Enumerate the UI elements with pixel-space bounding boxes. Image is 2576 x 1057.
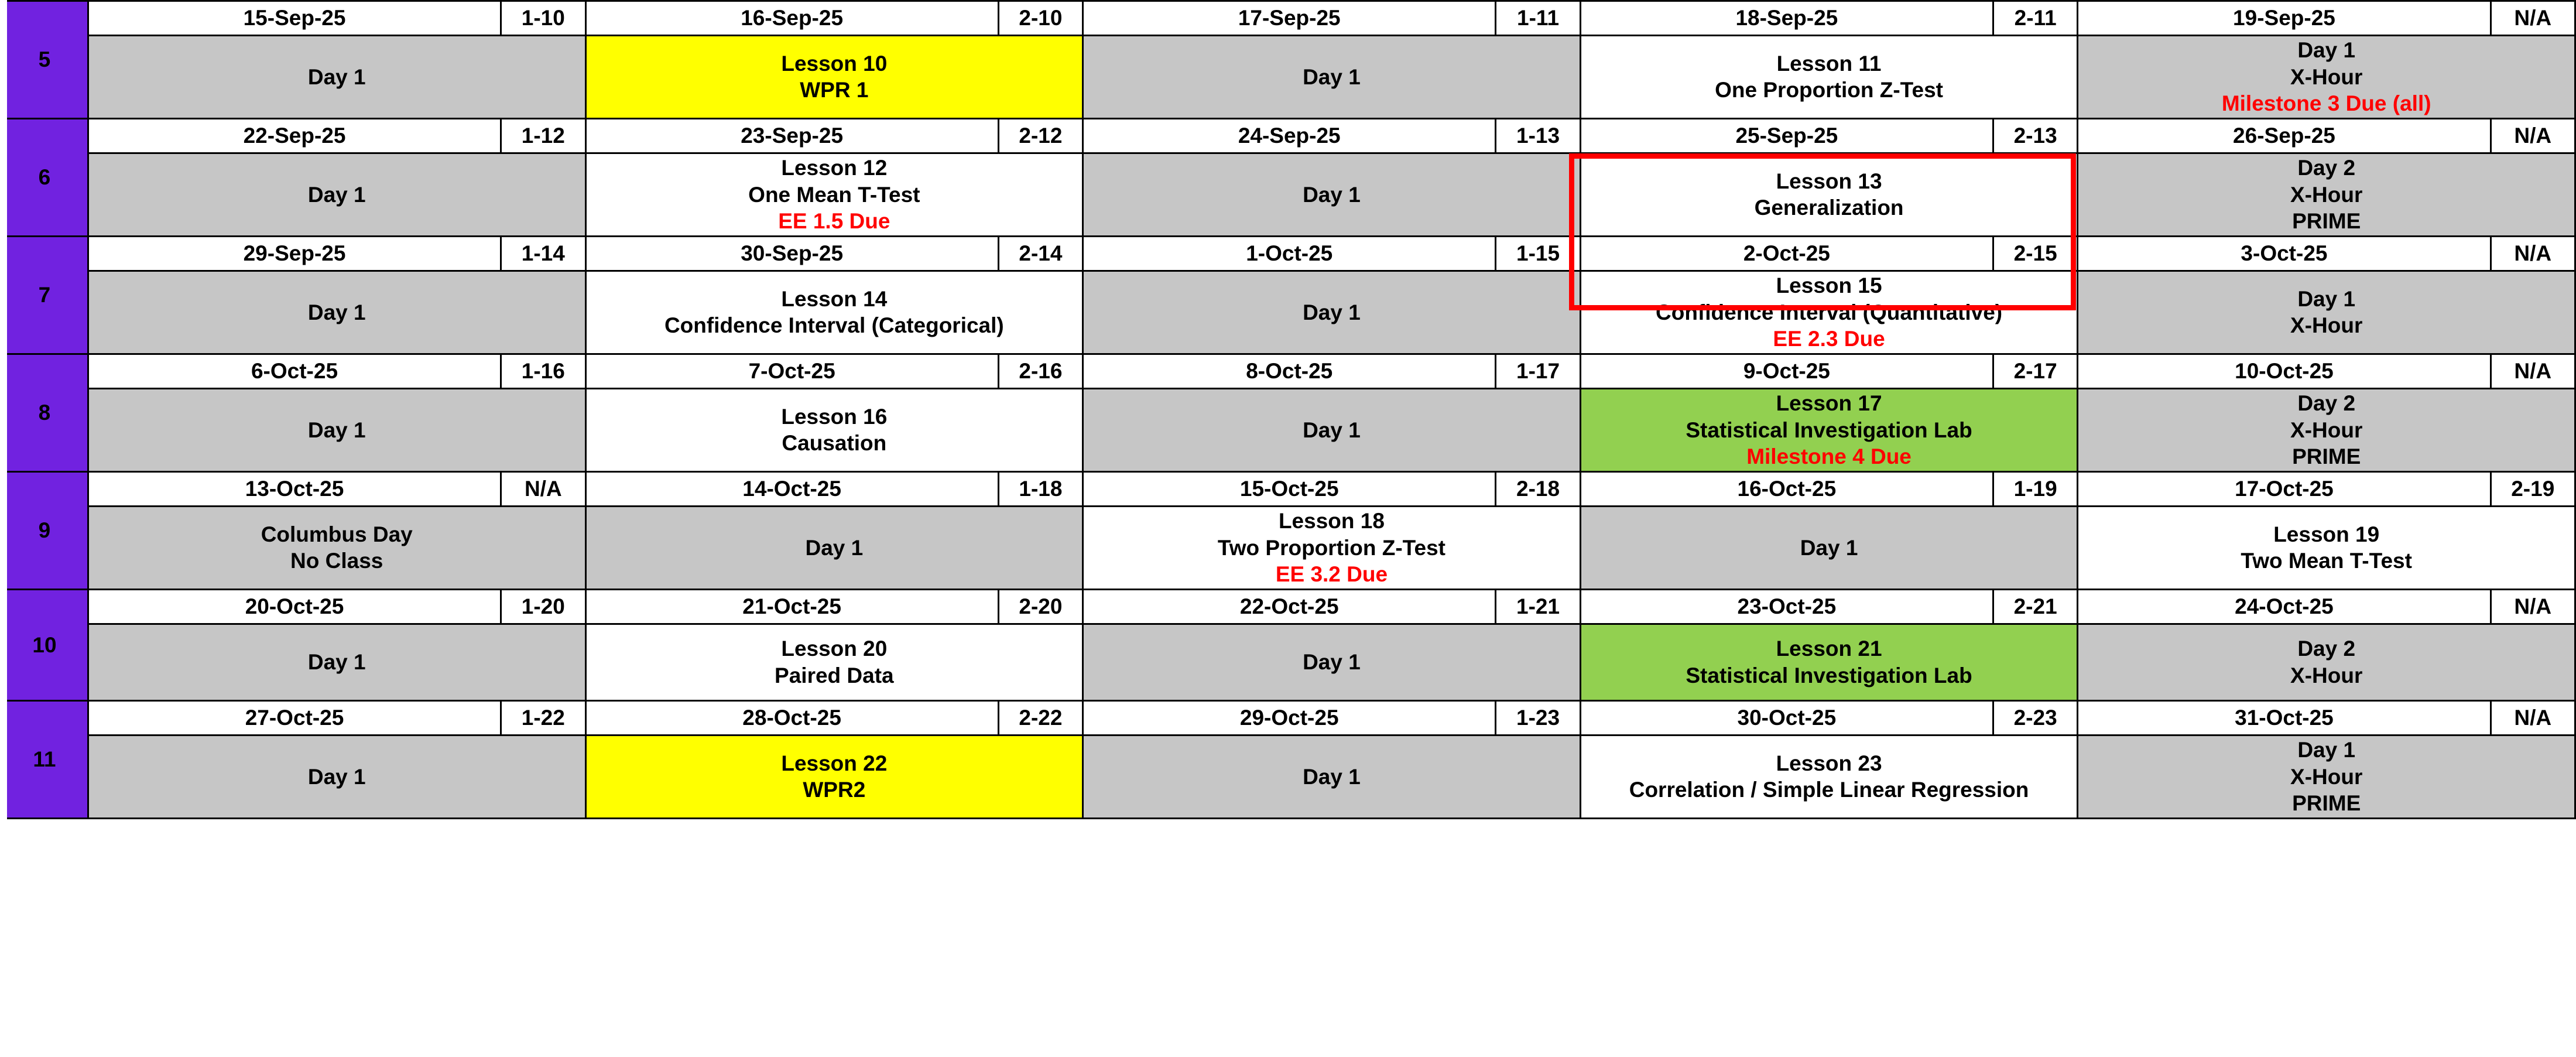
date-cell: 19-Sep-25 [2078, 1, 2491, 36]
date-cell: 16-Oct-25 [1580, 471, 1993, 506]
week-number-cell: 5 [1, 1, 88, 119]
date-cell: 31-Oct-25 [2078, 700, 2491, 735]
cell-lines [2078, 389, 2574, 471]
cell-lines [587, 50, 1083, 104]
schedule-row-content [1, 624, 2575, 700]
cell-line: Lesson 11 [1776, 51, 1882, 76]
cell-lines [1581, 389, 2077, 471]
cell-line: Lesson 19 [2273, 522, 2380, 546]
cell-line: Generalization [1754, 196, 1904, 220]
due-note: Milestone 3 Due (all) [2221, 91, 2431, 116]
lesson-number-cell: 2-10 [998, 1, 1083, 36]
cell-lines [89, 648, 585, 676]
lesson-number-cell: 1-21 [1496, 589, 1580, 624]
date-cell: 15-Sep-25 [88, 1, 501, 36]
cell-line: Day 1 [307, 418, 366, 442]
cell-lines [1084, 63, 1580, 91]
due-note: EE 2.3 Due [1773, 327, 1885, 351]
week-number-cell: 6 [1, 118, 88, 236]
date-cell: 22-Oct-25 [1083, 589, 1496, 624]
week-number-cell: 8 [1, 354, 88, 471]
cell-line: Statistical Investigation Lab [1686, 663, 1972, 687]
cell-line: Day 2 [2297, 155, 2356, 180]
schedule-cell[interactable] [2078, 506, 2575, 589]
cell-line: Day 1 [307, 650, 366, 675]
lesson-number-cell: 1-12 [501, 118, 585, 153]
date-cell: 14-Oct-25 [585, 471, 998, 506]
cell-line: Day 2 [2297, 391, 2356, 415]
lesson-number-cell: N/A [2491, 236, 2575, 271]
schedule-cell[interactable] [1083, 388, 1581, 471]
cell-line: Correlation / Simple Linear Regression [1629, 778, 2029, 802]
cell-line: X-Hour [2290, 663, 2363, 687]
schedule-cell[interactable] [88, 36, 585, 119]
lesson-number-cell: 2-18 [1496, 471, 1580, 506]
cell-line: Day 1 [1303, 300, 1361, 324]
lesson-number-cell: 2-20 [998, 589, 1083, 624]
cell-line: Day 1 [2297, 286, 2356, 311]
schedule-cell[interactable] [88, 271, 585, 354]
cell-line: Lesson 10 [781, 51, 888, 76]
cell-line: Day 1 [1303, 418, 1361, 442]
lesson-number-cell: 2-23 [1993, 700, 2077, 735]
schedule-cell[interactable] [2078, 271, 2575, 354]
cell-line: One Mean T-Test [748, 182, 920, 207]
date-cell: 2-Oct-25 [1580, 236, 1993, 271]
cell-lines [2078, 36, 2574, 118]
date-cell: 27-Oct-25 [88, 700, 501, 735]
lesson-number-cell: 1-22 [501, 700, 585, 735]
cell-lines [587, 403, 1083, 457]
cell-line: Lesson 22 [781, 751, 888, 775]
lesson-number-cell: 1-15 [1496, 236, 1580, 271]
schedule-cell[interactable] [1580, 36, 2078, 119]
schedule-cell[interactable] [585, 271, 1083, 354]
lesson-number-cell: 2-17 [1993, 354, 2077, 388]
schedule-row-content [1, 36, 2575, 119]
schedule-cell[interactable] [2078, 36, 2575, 119]
cell-line: Lesson 15 [1776, 273, 1882, 297]
cell-lines [2078, 521, 2574, 575]
schedule-row-content [1, 735, 2575, 818]
cell-line: Statistical Investigation Lab [1686, 418, 1972, 442]
schedule-cell[interactable] [88, 506, 585, 589]
schedule-row-dates [1, 471, 2575, 506]
cell-lines [587, 534, 1083, 562]
sheet-left-margin [0, 0, 7, 1057]
schedule-cell[interactable] [1580, 388, 2078, 471]
date-cell: 6-Oct-25 [88, 354, 501, 388]
lesson-number-cell: N/A [2491, 589, 2575, 624]
schedule-cell[interactable] [1580, 153, 2078, 236]
schedule-cell[interactable] [585, 153, 1083, 236]
schedule-cell[interactable] [1580, 271, 2078, 354]
cell-line: Causation [782, 431, 887, 456]
schedule-cell[interactable] [88, 624, 585, 700]
schedule-cell[interactable] [1580, 735, 2078, 818]
cell-line: PRIME [2292, 209, 2361, 234]
schedule-cell[interactable] [585, 506, 1083, 589]
cell-line: One Proportion Z-Test [1715, 78, 1943, 102]
lesson-number-cell: 1-17 [1496, 354, 1580, 388]
cell-lines [2078, 154, 2574, 235]
date-cell: 30-Oct-25 [1580, 700, 1993, 735]
cell-lines [89, 763, 585, 791]
cell-lines [1581, 50, 2077, 104]
cell-line: WPR 1 [800, 78, 869, 102]
schedule-cell[interactable] [1083, 153, 1581, 236]
cell-line: Lesson 13 [1776, 169, 1882, 193]
lesson-number-cell: N/A [2491, 354, 2575, 388]
schedule-cell[interactable] [1580, 624, 2078, 700]
cell-line: Lesson 18 [1278, 508, 1385, 533]
lesson-number-cell: 1-10 [501, 1, 585, 36]
lesson-number-cell: 2-15 [1993, 236, 2077, 271]
lesson-number-cell: 1-18 [998, 471, 1083, 506]
schedule-row-content [1, 271, 2575, 354]
cell-lines [89, 63, 585, 91]
lesson-number-cell: 2-12 [998, 118, 1083, 153]
cell-lines [1581, 750, 2077, 804]
date-cell: 25-Sep-25 [1580, 118, 1993, 153]
date-cell: 24-Oct-25 [2078, 589, 2491, 624]
date-cell: 17-Oct-25 [2078, 471, 2491, 506]
cell-line: X-Hour [2290, 64, 2363, 89]
cell-lines [1084, 648, 1580, 676]
week-number-cell: 7 [1, 236, 88, 354]
cell-lines [587, 285, 1083, 340]
cell-lines [2078, 635, 2574, 689]
schedule-row-content [1, 153, 2575, 236]
date-cell: 13-Oct-25 [88, 471, 501, 506]
cell-lines [89, 521, 585, 575]
cell-line: Lesson 21 [1776, 637, 1882, 661]
date-cell: 20-Oct-25 [88, 589, 501, 624]
lesson-number-cell: 2-13 [1993, 118, 2077, 153]
cell-line: Day 1 [307, 64, 366, 89]
lesson-number-cell: N/A [2491, 118, 2575, 153]
schedule-row-dates [1, 236, 2575, 271]
schedule-cell[interactable] [88, 153, 585, 236]
date-cell: 28-Oct-25 [585, 700, 998, 735]
cell-lines [89, 299, 585, 327]
cell-line: Day 1 [1303, 182, 1361, 207]
cell-lines [89, 416, 585, 444]
lesson-number-cell: 1-11 [1496, 1, 1580, 36]
week-number-cell: 11 [1, 700, 88, 818]
cell-line: Day 1 [307, 300, 366, 324]
cell-lines [587, 750, 1083, 804]
cell-lines [1084, 507, 1580, 589]
due-note: EE 1.5 Due [778, 209, 890, 234]
schedule-row-dates [1, 118, 2575, 153]
schedule-row-content [1, 388, 2575, 471]
cell-line: X-Hour [2290, 182, 2363, 207]
cell-line: X-Hour [2290, 764, 2363, 789]
week-number-cell: 10 [1, 589, 88, 700]
cell-line: PRIME [2292, 444, 2361, 469]
schedule-row-dates [1, 589, 2575, 624]
schedule-cell[interactable] [585, 624, 1083, 700]
schedule-cell[interactable] [1580, 506, 2078, 589]
cell-line: Day 2 [2297, 637, 2356, 661]
date-cell: 1-Oct-25 [1083, 236, 1496, 271]
lesson-number-cell: 2-22 [998, 700, 1083, 735]
lesson-number-cell: 2-21 [1993, 589, 2077, 624]
cell-lines [587, 154, 1083, 235]
date-cell: 18-Sep-25 [1580, 1, 1993, 36]
cell-line: Day 1 [307, 764, 366, 789]
schedule-cell[interactable] [1083, 624, 1581, 700]
cell-line: Two Proportion Z-Test [1217, 535, 1446, 560]
lesson-number-cell: 2-19 [2491, 471, 2575, 506]
cell-line: PRIME [2292, 791, 2361, 816]
cell-lines [1084, 299, 1580, 327]
schedule-cell[interactable] [88, 735, 585, 818]
cell-line: WPR2 [803, 778, 866, 802]
cell-line: Day 1 [1303, 650, 1361, 675]
cell-lines [1084, 763, 1580, 791]
lesson-number-cell: 2-16 [998, 354, 1083, 388]
cell-line: Lesson 17 [1776, 391, 1882, 415]
lesson-number-cell: 1-16 [501, 354, 585, 388]
schedule-cell[interactable] [2078, 388, 2575, 471]
cell-line: Day 1 [1303, 64, 1361, 89]
schedule-body [1, 1, 2575, 819]
date-cell: 26-Sep-25 [2078, 118, 2491, 153]
date-cell: 23-Sep-25 [585, 118, 998, 153]
date-cell: 8-Oct-25 [1083, 354, 1496, 388]
week-number-cell: 9 [1, 471, 88, 589]
schedule-row-dates [1, 354, 2575, 388]
cell-line: Lesson 20 [781, 637, 888, 661]
date-cell: 10-Oct-25 [2078, 354, 2491, 388]
due-note: EE 3.2 Due [1275, 562, 1388, 587]
date-cell: 24-Sep-25 [1083, 118, 1496, 153]
lesson-number-cell: 1-20 [501, 589, 585, 624]
date-cell: 30-Sep-25 [585, 236, 998, 271]
cell-line: No Class [290, 549, 383, 573]
cell-line: Confidence Interval (Quantitative) [1656, 300, 2003, 324]
lesson-number-cell: N/A [501, 471, 585, 506]
cell-lines [1581, 635, 2077, 689]
schedule-cell[interactable] [88, 388, 585, 471]
date-cell: 17-Sep-25 [1083, 1, 1496, 36]
schedule-cell[interactable] [2078, 153, 2575, 236]
lesson-number-cell: 2-11 [1993, 1, 2077, 36]
date-cell: 21-Oct-25 [585, 589, 998, 624]
cell-line: X-Hour [2290, 418, 2363, 442]
schedule-cell[interactable] [2078, 735, 2575, 818]
cell-line: X-Hour [2290, 313, 2363, 338]
cell-line: Day 1 [1303, 764, 1361, 789]
schedule-cell[interactable] [585, 388, 1083, 471]
date-cell: 9-Oct-25 [1580, 354, 1993, 388]
cell-line: Two Mean T-Test [2241, 549, 2412, 573]
cell-line: Lesson 14 [781, 286, 888, 311]
date-cell: 7-Oct-25 [585, 354, 998, 388]
cell-lines [1084, 416, 1580, 444]
schedule-cell[interactable] [1083, 735, 1581, 818]
cell-lines [1581, 272, 2077, 353]
date-cell: 23-Oct-25 [1580, 589, 1993, 624]
schedule-row-dates [1, 1, 2575, 36]
date-cell: 15-Oct-25 [1083, 471, 1496, 506]
cell-line: Lesson 12 [781, 155, 888, 180]
cell-lines [2078, 736, 2574, 817]
lesson-number-cell: 1-19 [1993, 471, 2077, 506]
cell-line: Day 1 [1800, 535, 1858, 560]
cell-lines [1084, 181, 1580, 209]
cell-line: Day 1 [307, 182, 366, 207]
lesson-number-cell: 1-23 [1496, 700, 1580, 735]
schedule-row-content [1, 506, 2575, 589]
due-note: Milestone 4 Due [1746, 444, 1912, 469]
schedule-cell[interactable] [585, 735, 1083, 818]
schedule-cell[interactable] [2078, 624, 2575, 700]
schedule-row-dates [1, 700, 2575, 735]
cell-line: Paired Data [775, 663, 894, 687]
lesson-number-cell: N/A [2491, 700, 2575, 735]
schedule-cell[interactable] [1083, 506, 1581, 589]
cell-line: Confidence Interval (Categorical) [664, 313, 1004, 338]
cell-line: Lesson 23 [1776, 751, 1882, 775]
date-cell: 16-Sep-25 [585, 1, 998, 36]
lesson-number-cell: 1-14 [501, 236, 585, 271]
cell-line: Lesson 16 [781, 404, 888, 429]
schedule-cell[interactable] [1083, 36, 1581, 119]
cell-lines [2078, 285, 2574, 340]
cell-line: Day 1 [2297, 737, 2356, 762]
cell-lines [587, 635, 1083, 689]
date-cell: 22-Sep-25 [88, 118, 501, 153]
cell-line: Day 1 [805, 535, 864, 560]
cell-line: Columbus Day [261, 522, 413, 546]
date-cell: 29-Sep-25 [88, 236, 501, 271]
lesson-number-cell: N/A [2491, 1, 2575, 36]
date-cell: 29-Oct-25 [1083, 700, 1496, 735]
lesson-number-cell: 1-13 [1496, 118, 1580, 153]
cell-line: Day 1 [2297, 38, 2356, 62]
schedule-cell[interactable] [1083, 271, 1581, 354]
lesson-number-cell: 2-14 [998, 236, 1083, 271]
date-cell: 3-Oct-25 [2078, 236, 2491, 271]
cell-lines [1581, 167, 2077, 222]
cell-lines [1581, 534, 2077, 562]
schedule-cell[interactable] [585, 36, 1083, 119]
cell-lines [89, 181, 585, 209]
